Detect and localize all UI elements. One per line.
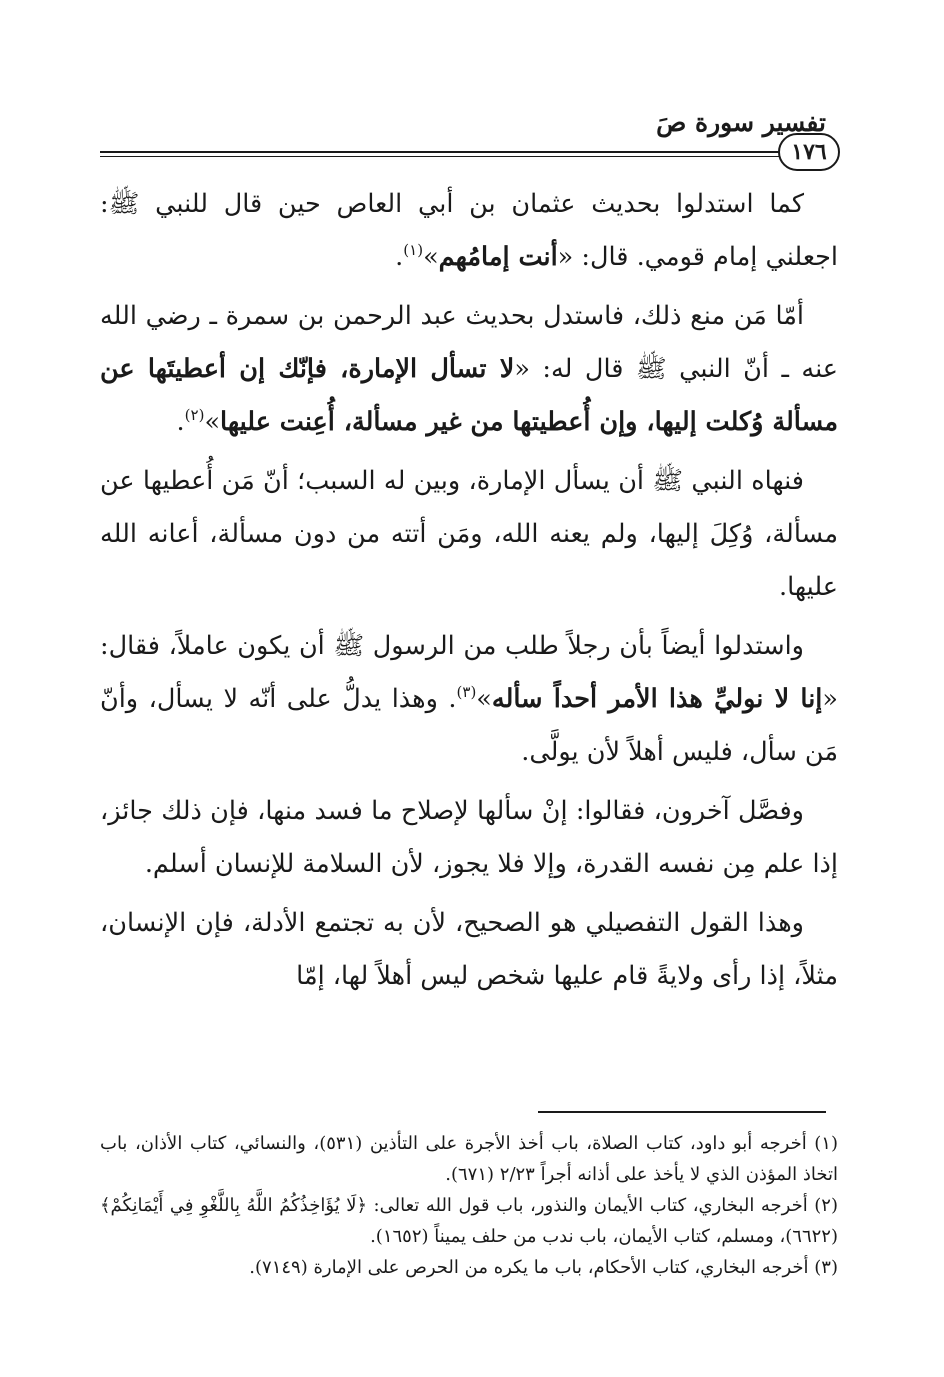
text-run: . وهذا يدلُّ على أنّه لا يسأل، وأنّ مَن سأل، فليس أهلاً لأن يولَّى. xyxy=(100,684,838,767)
footnote-ref: (٣) xyxy=(456,683,477,701)
text-run: » xyxy=(476,684,492,714)
footnote: (٢) أخرجه البخاري، كتاب الأيمان والنذور، باب قول الله تعالى: ﴿لَا يُؤَاخِذُكُمُ اللَّهُ بِاللَّغْوِ فِي أَيْمَانِكُمْ﴾ (٦٦٢٢)، ومسلم، كتاب الأيمان، باب ندب من حلف يميناً (١٦٥٢). xyxy=(100,1195,838,1247)
footnote-ref: (١) xyxy=(403,241,424,259)
body-text xyxy=(100,178,838,1009)
running-title: تفسير سورة صَ xyxy=(656,108,826,137)
footnote: (٣) أخرجه البخاري، كتاب الأحكام، باب ما يكره من الحرص على الإمارة (٧١٤٩). xyxy=(249,1257,838,1278)
footnote-rule xyxy=(538,1111,826,1113)
paragraph: فنهاه النبي ﷺ أن يسأل الإمارة، وبين له السبب؛ أنّ مَن أُعطيها عن مسألة، وُكِلَ إليها، ولم يعنه الله، ومَن أتته من دون مسألة، أعانه الله عليها. xyxy=(100,466,838,602)
hadith-quote: لا تسأل الإمارة، فإنّك إن أعطيتَها عن مسألة وُكلت إليها، وإن أُعطيتها من غير مسألة، أُعِنت عليها xyxy=(100,354,838,437)
paragraph: وفصَّل آخرون، فقالوا: إنْ سألها لإصلاح ما فسد منها، فإن ذلك جائز، إذا علم مِن نفسه القدرة، وإلا فلا يجوز، لأن السلامة للإنسان أسلم. xyxy=(100,796,838,879)
text-run: أمّا مَن منع ذلك، فاستدل بحديث عبد الرحمن بن سمرة ـ رضي الله عنه ـ أنّ النبي ﷺ قال له: « xyxy=(100,301,838,384)
text-run: » xyxy=(204,407,221,437)
text-run: واستدلوا أيضاً بأن رجلاً طلب من الرسول ﷺ أن يكون عاملاً، فقال: « xyxy=(100,631,838,714)
footnote-ref: (٢) xyxy=(184,406,205,424)
text-run: كما استدلوا بحديث عثمان بن أبي العاص حين قال للنبي ﷺ: اجعلني إمام قومي. قال: « xyxy=(100,189,838,272)
paragraph xyxy=(100,620,838,779)
footnotes xyxy=(100,1128,838,1283)
text-run: . xyxy=(395,242,404,272)
text-run: . xyxy=(176,407,185,437)
text-run: » xyxy=(423,242,439,272)
header-rule xyxy=(100,151,780,157)
paragraph xyxy=(100,290,838,449)
hadith-quote: إنا لا نوليِّ هذا الأمر أحداً سأله xyxy=(491,684,823,714)
footnote: (١) أخرجه أبو داود، كتاب الصلاة، باب أخذ الأجرة على التأذين (٥٣١)، والنسائي، كتاب الأذان، باب اتخاذ المؤذن الذي لا يأخذ على أذانه أجراً ٢/٢٣ (٦٧١). xyxy=(100,1133,838,1185)
paragraph xyxy=(100,178,838,284)
page-number: ١٧٦ xyxy=(778,133,840,171)
hadith-quote: أنت إمامُهم xyxy=(438,242,558,272)
paragraph: وهذا القول التفصيلي هو الصحيح، لأن به تجتمع الأدلة، فإن الإنسان، مثلاً، إذا رأى ولايةً قام عليها شخص ليس أهلاً لها، إمّا xyxy=(100,908,838,991)
